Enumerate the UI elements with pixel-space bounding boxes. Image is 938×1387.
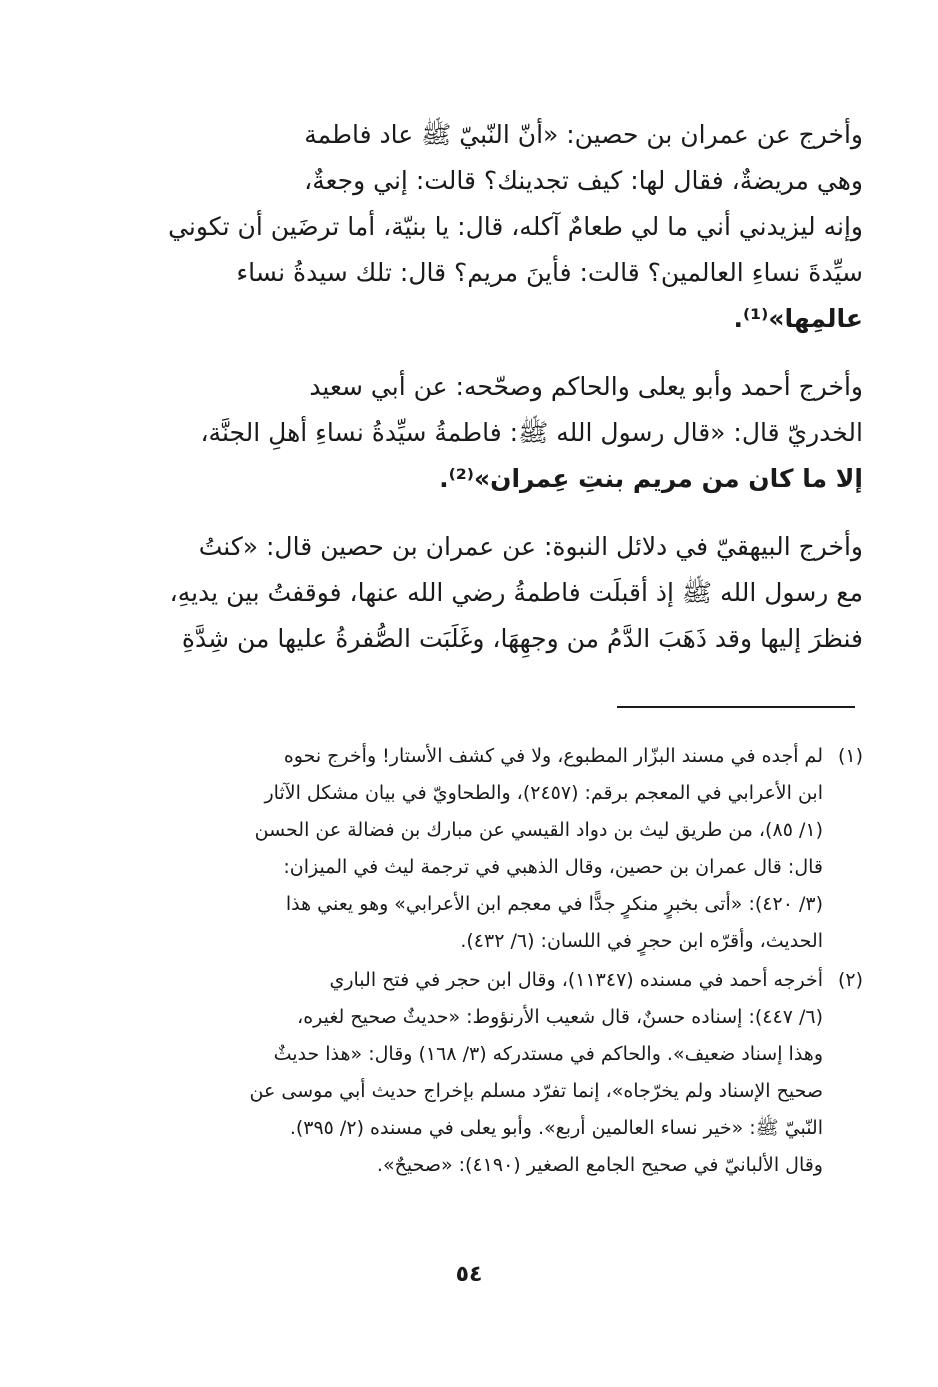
footnote-line: ابن الأعرابي في المعجم برقم: (٢٤٥٧)، والطحاويّ في بيان مشكل الآثار — [264, 782, 823, 804]
paragraph-1 — [115, 112, 863, 342]
footnote-line: وقال الألبانيّ في صحيح الجامع الصغير (٤١٩٠): «صحيحٌ». — [376, 1154, 823, 1176]
paragraph-3 — [115, 524, 863, 662]
text-line: مع رسول الله ﷺ إذ أقبلَت فاطمةُ رضي الله عنها، فوقفتُ بين يديهِ، — [169, 578, 863, 607]
text-line: الخدريّ قال: «قال رسول الله ﷺ: فاطمةُ سيِّدةُ نساءِ أهلِ الجنَّة، — [200, 418, 863, 447]
text-line: إلا ما كان من مريم بنتِ عِمران»⁽²⁾. — [439, 464, 863, 493]
footnotes — [115, 738, 863, 1186]
footnote-line: وهذا إسناد ضعيف». والحاكم في مستدركه (٣/ ١٦٨) وقال: «هذا حديثٌ — [273, 1043, 823, 1065]
text-line: وأخرج عن عمران بن حصين: «أنّ النّبيّ ﷺ عاد فاطمة — [304, 120, 863, 149]
text-line: فنظرَ إليها وقد ذَهَبَ الدَّمُ من وجهِهَا، وغَلَبَت الصُّفرةُ عليها من شِدَّةِ — [181, 624, 863, 653]
footnote-separator — [617, 706, 855, 708]
footnote-line: الحديث، وأقرّه ابن حجرٍ في اللسان: (٦/ ٤٣٢). — [460, 930, 823, 952]
text-line: وإنه ليزيدني أني ما لي طعامٌ آكله، قال: يا بنيّة، أما ترضَين أن تكوني — [168, 212, 863, 241]
footnote-line: أخرجه أحمد في مسنده (١١٣٤٧)، وقال ابن حجر في فتح الباري — [329, 969, 823, 991]
page-number: ٥٤ — [455, 1262, 483, 1287]
footnote-line: صحيح الإسناد ولم يخرّجاه»، إنما تفرّد مسلم بإخراج حديث أبي موسى عن — [249, 1080, 823, 1102]
footnote-body — [115, 962, 823, 1184]
footnote-1 — [115, 738, 863, 960]
footnote-body — [115, 738, 823, 960]
footnote-line: (١/ ٨٥)، من طريق ليث بن دواد القيسي عن مبارك بن فضالة عن الحسن — [254, 819, 823, 841]
text-line: وهي مريضةٌ، فقال لها: كيف تجدينك؟ قالت: إني وجعةٌ، — [304, 166, 863, 195]
text-line: وأخرج أحمد وأبو يعلى والحاكم وصحّحه: عن أبي سعيد — [309, 372, 863, 401]
footnote-2 — [115, 962, 863, 1184]
footnote-line: لم أجده في مسند البزّار المطبوع، ولا في كشف الأستار! وأخرج نحوه — [283, 745, 823, 767]
footnote-line: قال: قال عمران بن حصين، وقال الذهبي في ترجمة ليث في الميزان: — [283, 856, 823, 878]
text-line: وأخرج البيهقيّ في دلائل النبوة: عن عمران بن حصين قال: «كنتُ — [198, 532, 863, 561]
text-line: عالمِها»⁽¹⁾. — [733, 304, 863, 333]
footnote-number: (١) — [837, 745, 863, 767]
paragraph-2 — [115, 364, 863, 502]
text-line: سيِّدةَ نساءِ العالمين؟ قالت: فأينَ مريم؟ قال: تلك سيدةُ نساء — [236, 258, 863, 287]
footnote-line: النّبيّ ﷺ: «خير نساء العالمين أربع». وأبو يعلى في مسنده (٢/ ٣٩٥). — [289, 1117, 823, 1139]
footnote-number: (٢) — [837, 969, 863, 991]
footnote-line: (٦/ ٤٤٧): إسناده حسنٌ، قال شعيب الأرنؤوط: «حديثٌ صحيح لغيره، — [297, 1006, 823, 1028]
main-text — [115, 112, 863, 684]
footnote-line: (٣/ ٤٢٠): «أتى بخبرٍ منكرٍ جدًّا في معجم ابن الأعرابي» وهو يعني هذا — [285, 893, 823, 915]
